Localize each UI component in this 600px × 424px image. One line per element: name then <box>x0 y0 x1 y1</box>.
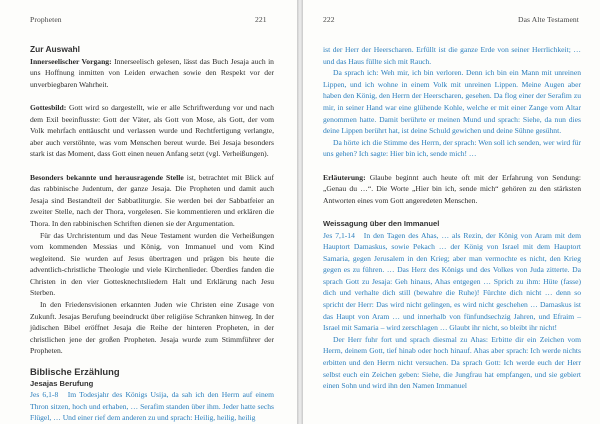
subheading-berufung: Jesajas Berufung <box>30 378 94 388</box>
section-heading-erzaehlung: Biblische Erzählung <box>30 366 120 378</box>
paragraph-friedensvisionen: In den Friedensvisionen erkannten Juden wie Christen eine Zusage von Zukunft. Jesajas Berufung beeindruckt über religiöse Schranken hinweg. In der jüdischen Bibel eröffnet Jesaja die Reihe der hinteren Propheten, in der christlichen jene der großen Propheten. Jesaja wurde zum Stimmführer der Propheten. <box>30 300 274 356</box>
verse-reference: Jes 6,1-8 <box>30 390 59 400</box>
running-header-left: Propheten <box>30 15 62 24</box>
left-page <box>0 0 297 424</box>
bible-quote-continued-1: ist der Herr der Heerscharen. Erfüllt ist die ganze Erde von seiner Herrlichkeit; … und das Haus füllte sich mit Rauch. <box>323 45 581 66</box>
paragraph-erlaeuterung: Erläuterung: Glaube beginnt auch heute oft mit der Erfahrung von Sendung: „Genau du …“. Die Worte „Hier bin ich, sende mich“ gehören zu den stärksten Antworten eines vom Gott angeredeten Menschen. <box>323 172 581 205</box>
bible-quote-berufung: Jes 6,1-8 Im Todesjahr des Königs Usija, da sah ich den Herrn auf einem Thron sitzen, hoch und erhaben, … Serafim standen über ihm. Jeder hatte sechs Flügel, … Und einer rief dem anderen zu und sprach: Heilig, heilig, heilig <box>30 390 275 423</box>
page-number-right: 222 <box>323 15 335 24</box>
paragraph-urchristentum: Für das Urchristentum und das Neue Testament wurden die Verheißungen vom kommenden Messias und König, von Immanuel und vom Kind wegleitend. Sie wurden auf Jesus übertragen und prägen bis heute die adventlich-christliche Theologie und viele Kirchenlieder. Überdies fanden die Christen in den vier Gottesknechtsliedern Halt und Erklärung nach Jesu Sterben. <box>30 230 274 298</box>
bible-quote-zeichen: Der Herr fuhr fort und sprach diesmal zu Ahas: Erbitte dir ein Zeichen vom Herrn, deinem Gott, tief hinab oder hoch hinauf. Ahas aber sprach: Ich werde nichts erbitten und den Herrn nicht versuchen. Da sprach Gott: Ich werde euch der Herr selbst euch ein Zeichen geben: Siehe, die Jungfrau hat empfangen, und sie gebiert einen Sohn und wird ihn den Namen Immanuel <box>323 334 581 391</box>
paragraph-innerseelisch: Innerseelischer Vorgang: Innerseelisch gelesen, lässt das Buch Jesaja auch in uns Hoffnung inmitten von Leiden erwachen sowie den Respekt vor der unverbiegbaren Wahrheit. <box>30 56 274 89</box>
right-page-content <box>323 44 581 392</box>
verse-reference-2: Jes 7,1-14 <box>323 230 355 240</box>
subheading-weissagung: Weissagung über den Immanuel <box>323 218 440 228</box>
running-header-right: Das Alte Testament <box>518 15 580 24</box>
term-erlaeuterung: Erläuterung: <box>323 172 366 182</box>
paragraph-besondere-stelle: Besonders bekannte und herausragende Stelle ist, betrachtet mit Blick auf das rabbinische Judentum, der ganze Jesaja. Die Propheten und damit auch Jesaja sind Bestandteil der Sabbatliturgie. Sie werden bei der Sabbatfeier an zweiter Stelle, nach der Thora, vorgelesen. Sie kommentieren und erklären die Thora. In den rabbinischen Schriften dienen sie der Argumentation. <box>30 172 275 228</box>
term-besondere-stelle: Besonders bekannte und herausragende Stelle <box>30 172 184 182</box>
term-innerseelisch: Innerseelischer Vorgang: <box>30 56 112 66</box>
section-heading-auswahl: Zur Auswahl <box>30 44 80 54</box>
right-page <box>303 0 600 424</box>
term-gottesbild: Gottesbild: <box>30 102 67 112</box>
paragraph-gottesbild: Gottesbild: Gott wird so dargestellt, wie er alle Schriftwerdung vor und nach dem Exil beeinflusste: Gott der Väter, als Gott von Mose, als Gott, der vom Volk mehrfach enttäuscht und verlassen wurde und Rechtfertigung verlangte, aber auch verstöhnte, was vom Menschen bereut wurde. Bei Jesaja besonders stark ist das Moment, dass Gott einen neuen Anfang setzt (vgl. Verheißungen). <box>30 102 274 159</box>
page-number-left: 221 <box>255 15 267 24</box>
left-page-content <box>30 44 274 424</box>
bible-quote-continued-3: Da hörte ich die Stimme des Herrn, der sprach: Wen soll ich senden, wer wird für uns gehen? Ich sagte: Hier bin ich, sende mich! … <box>323 137 581 159</box>
bible-quote-immanuel: Jes 7,1-14 In den Tagen des Ahas, … als Rezin, der König von Aram mit dem Hauptort Damaskus, sowie Pekach … der König von Israel mit dem Hauptort Samaria, gegen Jerusalem in den Krieg; aber man vermochte es nicht, den Krieg gegen es zu führen. … Das Herz des Königs und des Volkes von Juda zitterte. Da sprach Gott zu Jesaja: Geh hinaus, Ahas entgegen … Sprich zu ihm: Hüte (fasse) dich und verhalte dich still (bewahre die Ruhe)! Fürchte dich nicht … denn so spricht der Herr: Das wird nicht gelingen, es wird nicht geschehen … Damaskus ist das Haupt von Aram … und innerhalb von fünfundsechzig Jahren, und Efraim – Israel mit Samaria – wird zerschlagen … Glaubt ihr nicht, so bleibt ihr nicht! <box>323 230 582 333</box>
bible-quote-continued-2: Da sprach ich: Weh mir, ich bin verloren. Denn ich bin ein Mann mit unreinen Lippen, und ich wohne in einem Volk mit unreinen Lippen. Meine Augen aber haben den König, den Herrn der Heerscharen, gesehen. Da flog einer der Serafim zu mir, in seiner Hand war eine glühende Kohle, welche er mit einer Zange vom Altar genommen hatte. Damit berührte er meinen Mund und sprach: Siehe, da nun dies deine Lippen berührt hat, ist deine Schuld gewichen und deine Sühne gesühnt. <box>323 68 581 136</box>
